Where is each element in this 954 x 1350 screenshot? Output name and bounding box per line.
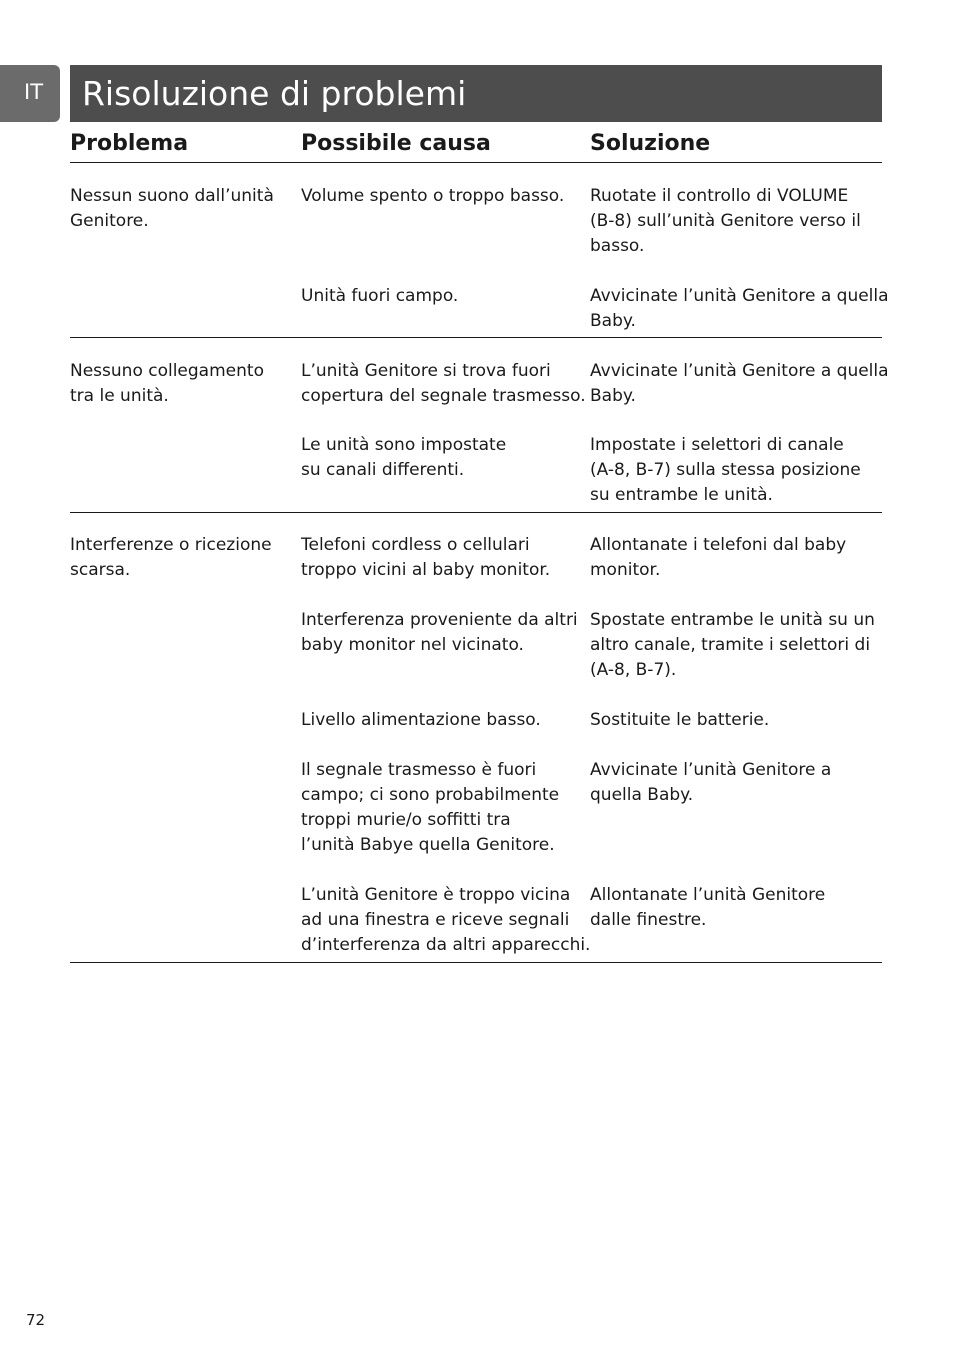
solution-line: monitor. xyxy=(590,560,661,580)
cause-cell xyxy=(301,608,578,658)
cause-line: Volume spento o troppo basso. xyxy=(301,186,565,206)
cause-line: Le unità sono impostate xyxy=(301,435,507,455)
cause-line: d’interferenza da altri apparecchi. xyxy=(301,935,591,955)
header-solution: Soluzione xyxy=(590,131,711,156)
solution-line: basso. xyxy=(590,236,645,256)
problem-cell xyxy=(70,359,264,409)
cause-cell xyxy=(301,184,564,209)
problem-group xyxy=(70,513,882,963)
cause-line: baby monitor nel vicinato. xyxy=(301,635,524,655)
cause-line: Il segnale trasmesso è fuori xyxy=(301,760,537,780)
troubleshooting-table xyxy=(70,127,889,963)
cause-cell xyxy=(301,284,458,309)
solution-line: Avvicinate l’unità Genitore a quella xyxy=(590,361,889,381)
cause-line: campo; ci sono probabilmente xyxy=(301,785,560,805)
solution-line: Spostate entrambe le unità su un xyxy=(590,610,875,630)
problem-line: Nessun suono dall’unità xyxy=(70,186,274,206)
solution-cell xyxy=(590,533,846,583)
cause-line: l’unità Babye quella Genitore. xyxy=(301,835,555,855)
solution-line: su entrambe le unità. xyxy=(590,485,773,505)
header-cause: Possibile causa xyxy=(301,131,491,156)
solution-line: Sostituite le batterie. xyxy=(590,710,770,730)
solution-line: Avvicinate l’unità Genitore a quella xyxy=(590,286,889,306)
table-header xyxy=(70,127,882,163)
problem-line: Nessuno collegamento xyxy=(70,361,264,381)
cause-cell xyxy=(301,883,590,958)
cause-line: troppi murie/o soffitti tra xyxy=(301,810,511,830)
cause-line: Unità fuori campo. xyxy=(301,286,459,306)
solution-cell xyxy=(590,608,875,683)
solution-line: Baby. xyxy=(590,311,636,331)
solution-cell xyxy=(590,284,889,334)
cause-line: su canali differenti. xyxy=(301,460,465,480)
solution-line: (A-8, B-7) sulla stessa posizione xyxy=(590,460,861,480)
solution-line: dalle finestre. xyxy=(590,910,707,930)
language-tab: IT xyxy=(0,65,60,122)
problem-line: scarsa. xyxy=(70,560,131,580)
page-number: 72 xyxy=(26,1311,46,1329)
solution-line: Impostate i selettori di canale xyxy=(590,435,844,455)
solution-line: (A-8, B-7). xyxy=(590,660,677,680)
cause-line: Livello alimentazione basso. xyxy=(301,710,541,730)
problem-line: Genitore. xyxy=(70,211,149,231)
solution-line: quella Baby. xyxy=(590,785,694,805)
solution-cell xyxy=(590,883,825,933)
cause-cell xyxy=(301,433,506,483)
cause-cell xyxy=(301,758,559,858)
cause-line: Interferenza proveniente da altri xyxy=(301,610,578,630)
cause-line: L’unità Genitore è troppo vicina xyxy=(301,885,571,905)
solution-cell xyxy=(590,433,861,508)
solution-line: Allontanate i telefoni dal baby xyxy=(590,535,847,555)
cause-cell xyxy=(301,359,586,409)
cause-line: L’unità Genitore si trova fuori xyxy=(301,361,551,381)
problem-group xyxy=(70,338,889,513)
cause-cell xyxy=(301,708,541,733)
problem-line: Interferenze o ricezione xyxy=(70,535,272,555)
cause-cell xyxy=(301,533,550,583)
solution-line: Ruotate il controllo di VOLUME xyxy=(590,186,849,206)
solution-line: altro canale, tramite i selettori di xyxy=(590,635,871,655)
cause-line: Telefoni cordless o cellulari xyxy=(301,535,530,555)
solution-cell xyxy=(590,708,769,733)
solution-line: Avvicinate l’unità Genitore a xyxy=(590,760,832,780)
solution-line: Baby. xyxy=(590,386,636,406)
cause-line: copertura del segnale trasmesso. xyxy=(301,386,586,406)
cause-line: troppo vicini al baby monitor. xyxy=(301,560,551,580)
header-problem: Problema xyxy=(70,131,189,156)
solution-cell xyxy=(590,184,861,259)
solution-line: Allontanate l’unità Genitore xyxy=(590,885,826,905)
page-title: Risoluzione di problemi xyxy=(70,65,882,122)
solution-cell xyxy=(590,359,889,409)
problem-cell xyxy=(70,533,272,583)
problem-line: tra le unità. xyxy=(70,386,169,406)
problem-cell xyxy=(70,184,274,234)
cause-line: ad una finestra e riceve segnali xyxy=(301,910,570,930)
problem-group xyxy=(70,163,889,338)
solution-line: (B-8) sull’unità Genitore verso il xyxy=(590,211,861,231)
solution-cell xyxy=(590,758,831,808)
